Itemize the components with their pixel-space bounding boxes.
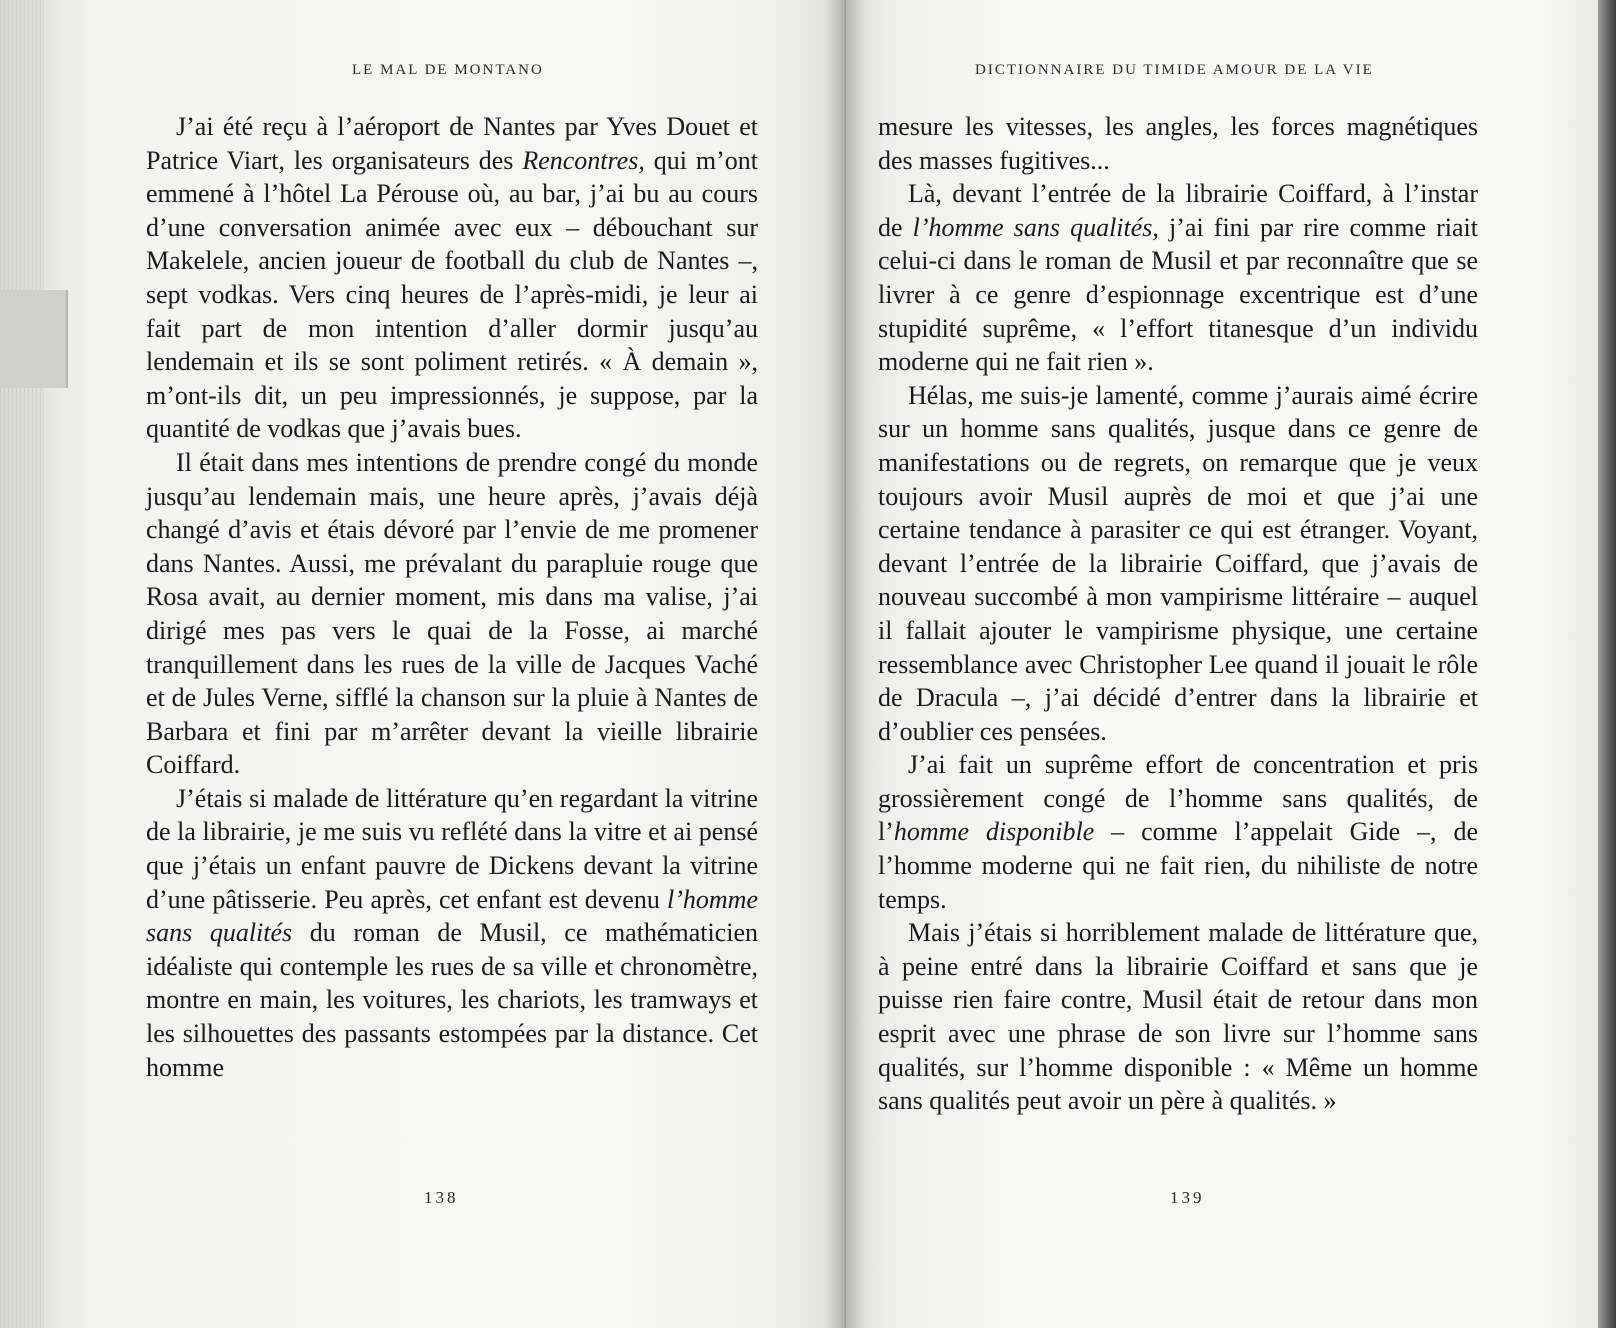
italic-run: l’homme sans qualités, bbox=[912, 212, 1159, 242]
right-page bbox=[845, 0, 1616, 1328]
paragraph bbox=[878, 916, 1478, 1118]
italic-run: l’homme sans qualités bbox=[146, 884, 758, 948]
left-page-text bbox=[146, 110, 758, 1084]
paragraph bbox=[878, 748, 1478, 916]
right-page-text bbox=[878, 110, 1478, 1118]
text-run: – comme l’appelait Gide –, de l’homme moderne qui ne fait rien, du nihiliste de notre temps. bbox=[878, 817, 1479, 914]
paragraph bbox=[146, 110, 758, 446]
text-run: qui m’ont emmené à l’hôtel La Pérouse où, au bar, j’ai bu au cours d’une conversation animée avec eux – débouchant sur Makelele, ancien joueur de football du club de Nantes –, sept vodkas. Vers cinq heures de l’après-midi, je leur ai fait part de mon intention d’aller dormir jusqu’au lendemain et ils se sont poliment retirés. « À demain », m’ont-ils dit, un peu impressionnés, je suppose, par la quantité de vodkas que j’avais bues. bbox=[146, 145, 758, 444]
italic-run: homme disponible bbox=[893, 817, 1095, 847]
page-edges bbox=[0, 0, 44, 1328]
paragraph bbox=[146, 782, 758, 1084]
paragraph bbox=[878, 379, 1478, 749]
paragraph bbox=[146, 446, 758, 782]
text-run: Mais j’étais si horriblement malade de littérature que, à peine entré dans la librairie Coiffard et sans que je puisse rien faire contre, Musil était de retour dans mon esprit avec une phrase de son livre sur l’homme sans qualités, sur l’homme disponible : « Même un homme sans qualités peut avoir un père à qualités. » bbox=[878, 918, 1478, 1116]
paragraph bbox=[878, 110, 1478, 177]
text-run: J’ai été reçu à l’aéroport de Nantes par Yves Douet et Patrice Viart, les organisateurs des bbox=[146, 112, 758, 175]
bookmark-tab bbox=[0, 290, 68, 388]
page-number-right: 139 bbox=[1170, 1188, 1205, 1207]
text-run: Là, devant l’entrée de la librairie Coiffard, à l’instar de bbox=[878, 179, 1478, 242]
text-run: Hélas, me suis-je lamenté, comme j’aurais aimé écrire sur un homme sans qualités, jusque dans ce genre de manifestations ou de regrets, on remarque que je veux toujours avoir Musil auprès de moi et que j’ai une certaine tendance à parasiter ce qui est étranger. Voyant, devant l’entrée de la librairie Coiffard, que j’avais de nouveau succombé à mon vampirisme littéraire – auquel il fallait ajouter le vampirisme physique, une certaine ressemblance avec Christopher Lee quand il jouait le rôle de Dracula –, j’ai décidé d’entrer dans la librairie et d’oublier ces pensées. bbox=[878, 380, 1478, 746]
text-run: j’ai fini par rire comme riait celui-ci dans le roman de Musil et par reconnaître que se livrer à ce genre d’espionnage excentrique est d’une stupidité suprême, « l’effort titanesque d’un individu moderne qui ne fait rien ». bbox=[878, 212, 1478, 377]
italic-run: Rencontres, bbox=[522, 145, 645, 175]
page-shadow-edge bbox=[1598, 0, 1616, 1328]
running-head-left: LE MAL DE MONTANO bbox=[352, 62, 544, 78]
text-run: du roman de Musil, ce mathématicien idéaliste qui contemple les rues de sa ville et chronomètre, montre en main, les voitures, les chariots, les tramways et les silhouettes des passants estompées par la distance. Cet homme bbox=[146, 918, 758, 1082]
text-run: J’étais si malade de littérature qu’en regardant la vitrine de la librairie, je me suis vu reflété dans la vitre et ai pensé que j’étais un enfant pauvre de Dickens devant la vitrine d’une pâtisserie. Peu après, cet enfant est devenu bbox=[146, 783, 758, 914]
text-run: mesure les vitesses, les angles, les forces magnétiques des masses fugitives... bbox=[878, 112, 1478, 175]
running-head-right: DICTIONNAIRE DU TIMIDE AMOUR DE LA VIE bbox=[975, 62, 1374, 78]
paragraph bbox=[878, 177, 1478, 379]
text-run: J’ai fait un suprême effort de concentration et pris grossièrement congé de l’homme sans qualités, de l’ bbox=[878, 750, 1478, 847]
text-run: Il était dans mes intentions de prendre congé du monde jusqu’au lendemain mais, une heure après, j’avais déjà changé d’avis et étais dévoré par l’envie de me promener dans Nantes. Aussi, me prévalant du parapluie rouge que Rosa avait, au dernier moment, mis dans ma valise, j’ai dirigé mes pas vers le quai de la Fosse, ai marché tranquillement dans les rues de la ville de Jacques Vaché et de Jules Verne, sifflé la chanson sur la pluie à Nantes de Barbara et fini par m’arrêter devant la vieille librairie Coiffard. bbox=[146, 447, 758, 780]
book-gutter bbox=[825, 0, 865, 1328]
page-number-left: 138 bbox=[424, 1188, 459, 1207]
